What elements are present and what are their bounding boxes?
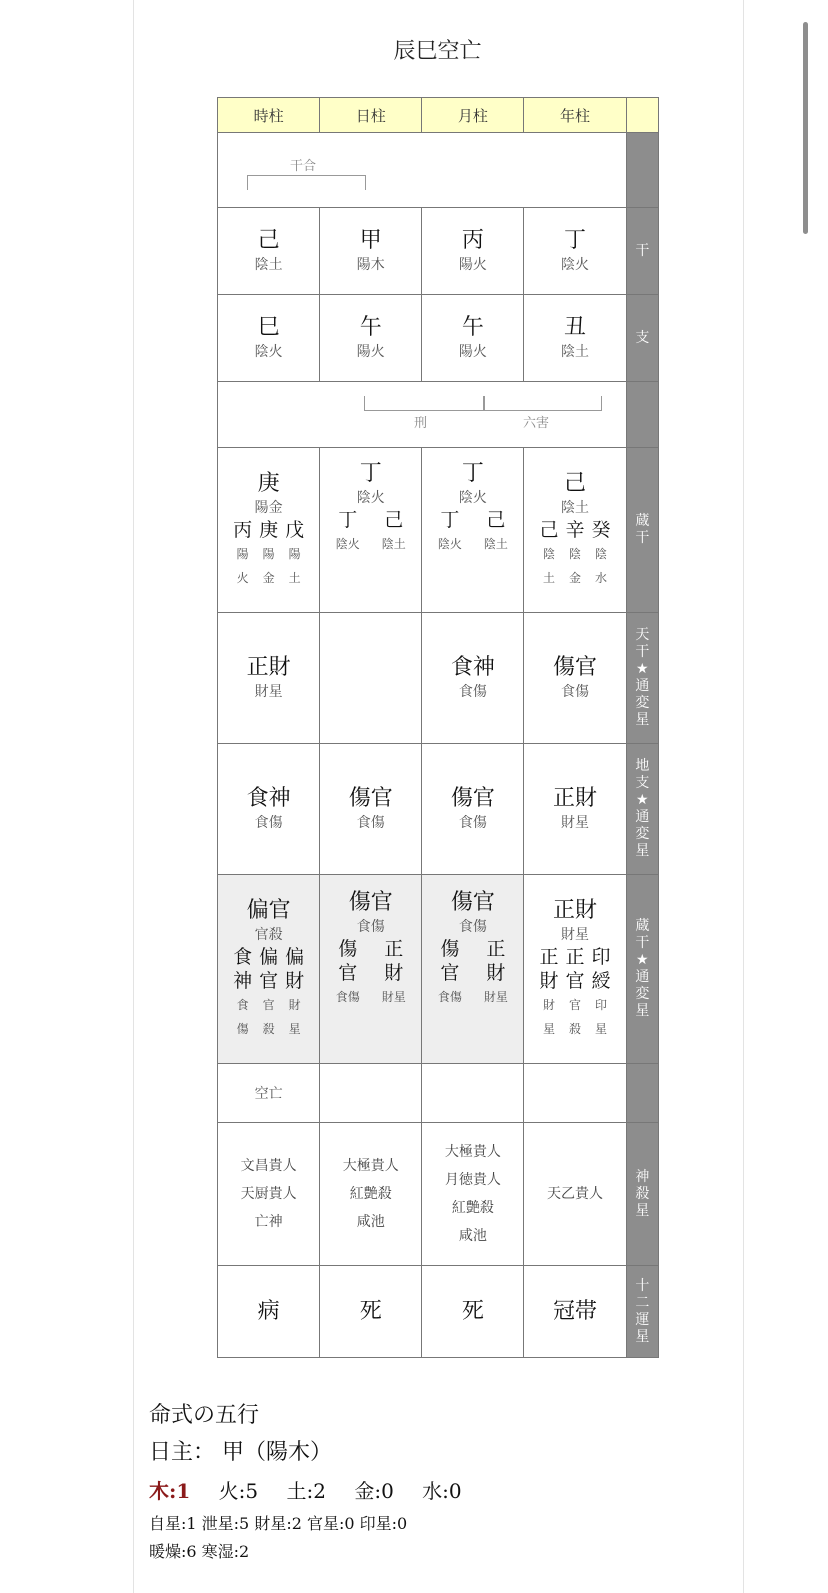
zokan-day: 丁 陰火 丁 陰火 己 陰土: [320, 448, 422, 613]
tenkan-star-row: [218, 613, 659, 744]
chishi-star-hour: 食神 食傷: [218, 744, 320, 875]
stem-year: 丁 陰火: [524, 208, 626, 295]
meishiki-table: [217, 97, 659, 1358]
header-blank: [626, 98, 658, 133]
scrollbar[interactable]: [803, 22, 808, 234]
side-blank-2: [626, 382, 658, 448]
chishi-star-day: 傷官 食傷: [320, 744, 422, 875]
stem-month: 丙 陽火: [422, 208, 524, 295]
element-water: 水:0: [422, 1479, 462, 1503]
branch-row: [218, 295, 659, 382]
tenkan-star-hour: 正財 財星: [218, 613, 320, 744]
stem-relation-row: [218, 133, 659, 208]
header-day: 日柱: [320, 98, 422, 133]
zokan-star-row: [218, 875, 659, 1064]
stem-day: 甲 陽木: [320, 208, 422, 295]
branch-month: 午 陽火: [422, 295, 524, 382]
tenkan-star-day: [320, 613, 422, 744]
element-earth: 土:2: [286, 1479, 326, 1503]
chishi-star-year: 正財 財星: [524, 744, 626, 875]
tenkan-star-year: 傷官 食傷: [524, 613, 626, 744]
side-label-zokan: 蔵 干: [626, 448, 658, 613]
star-counts: 自星:1 泄星:5 財星:2 官星:0 印星:0: [149, 1514, 408, 1533]
stem-row: [218, 208, 659, 295]
kubo-month: [422, 1064, 524, 1123]
shensha-row: [218, 1123, 659, 1266]
branch-relation-row: [218, 382, 659, 448]
side-label-stem: 干: [626, 208, 658, 295]
side-label-branch: 支: [626, 295, 658, 382]
branch-relation-bracket-2: [484, 396, 602, 411]
chishi-star-month: 傷官 食傷: [422, 744, 524, 875]
side-label-zokan-star: 蔵 干 ★ 通 変 星: [626, 875, 658, 1064]
branch-relation-label-1: 刑: [414, 416, 428, 431]
branch-relation-cell: [218, 382, 627, 448]
side-label-shensha: 神 殺 星: [626, 1123, 658, 1266]
gogyo-heading: 命式の五行: [149, 1403, 260, 1428]
kubo-hour: 空亡: [218, 1064, 320, 1123]
kubo-year: [524, 1064, 626, 1123]
kubo-row: [218, 1064, 659, 1123]
unsei-month: 死: [422, 1266, 524, 1358]
zokan-star-year: 正財 財星 正 財 財 星 正 官 官 殺 印 綬 印 星: [524, 875, 626, 1064]
shensha-hour: 文昌貴人 天厨貴人 亡神: [218, 1123, 320, 1266]
side-label-tenkan-star: 天 干 ★ 通 変 星: [626, 613, 658, 744]
gogyo-section: [149, 1398, 484, 1566]
zokan-star-day: 傷官 食傷 傷 官 食傷 正 財 財星: [320, 875, 422, 1064]
header-year: 年柱: [524, 98, 626, 133]
zokan-star-month: 傷官 食傷 傷 官 食傷 正 財 財星: [422, 875, 524, 1064]
side-blank-3: [626, 1064, 658, 1123]
header-row: [218, 98, 659, 133]
kubo-day: [320, 1064, 422, 1123]
side-blank-1: [626, 133, 658, 208]
stem-relation-bracket: [247, 175, 366, 190]
side-label-chishi-star: 地 支 ★ 通 変 星: [626, 744, 658, 875]
tenkan-star-month: 食神 食傷: [422, 613, 524, 744]
element-fire: 火:5: [218, 1479, 259, 1503]
stem-relation-cell: [218, 133, 627, 208]
branch-hour: 巳 陰火: [218, 295, 320, 382]
element-counts: [149, 1472, 484, 1510]
element-wood: 木:1: [149, 1479, 191, 1503]
page-title: 辰巳空亡: [393, 39, 482, 64]
zokan-month: 丁 陰火 丁 陰火 己 陰土: [422, 448, 524, 613]
unsei-year: 冠帯: [524, 1266, 626, 1358]
shensha-year: 天乙貴人: [524, 1123, 626, 1266]
stem-hour: 己 陰土: [218, 208, 320, 295]
zokan-hour: 庚 陽金 丙 陽 火 庚 陽 金 戊 陽 土: [218, 448, 320, 613]
nichishu-line: 日主： 甲（陽木）: [149, 1440, 332, 1465]
header-hour: 時柱: [218, 98, 320, 133]
zokan-star-hour: 偏官 官殺 食 神 食 傷 偏 官 官 殺 偏 財 財 星: [218, 875, 320, 1064]
shensha-month: 大極貴人 月徳貴人 紅艶殺 咸池: [422, 1123, 524, 1266]
unsei-row: [218, 1266, 659, 1358]
zokan-row: [218, 448, 659, 613]
header-month: 月柱: [422, 98, 524, 133]
unsei-hour: 病: [218, 1266, 320, 1358]
branch-relation-label-2: 六害: [523, 416, 550, 431]
side-label-unsei: 十 二 運 星: [626, 1266, 658, 1358]
branch-year: 丑 陰土: [524, 295, 626, 382]
stem-relation-label: 干合: [290, 159, 317, 174]
shensha-day: 大極貴人 紅艶殺 咸池: [320, 1123, 422, 1266]
element-metal: 金:0: [354, 1479, 394, 1503]
branch-day: 午 陽火: [320, 295, 422, 382]
chishi-star-row: [218, 744, 659, 875]
climate-counts: 暖燥:6 寒湿:2: [149, 1542, 250, 1561]
branch-relation-bracket-1: [364, 396, 484, 411]
zokan-year: 己 陰土 己 陰 土 辛 陰 金 癸 陰 水: [524, 448, 626, 613]
unsei-day: 死: [320, 1266, 422, 1358]
